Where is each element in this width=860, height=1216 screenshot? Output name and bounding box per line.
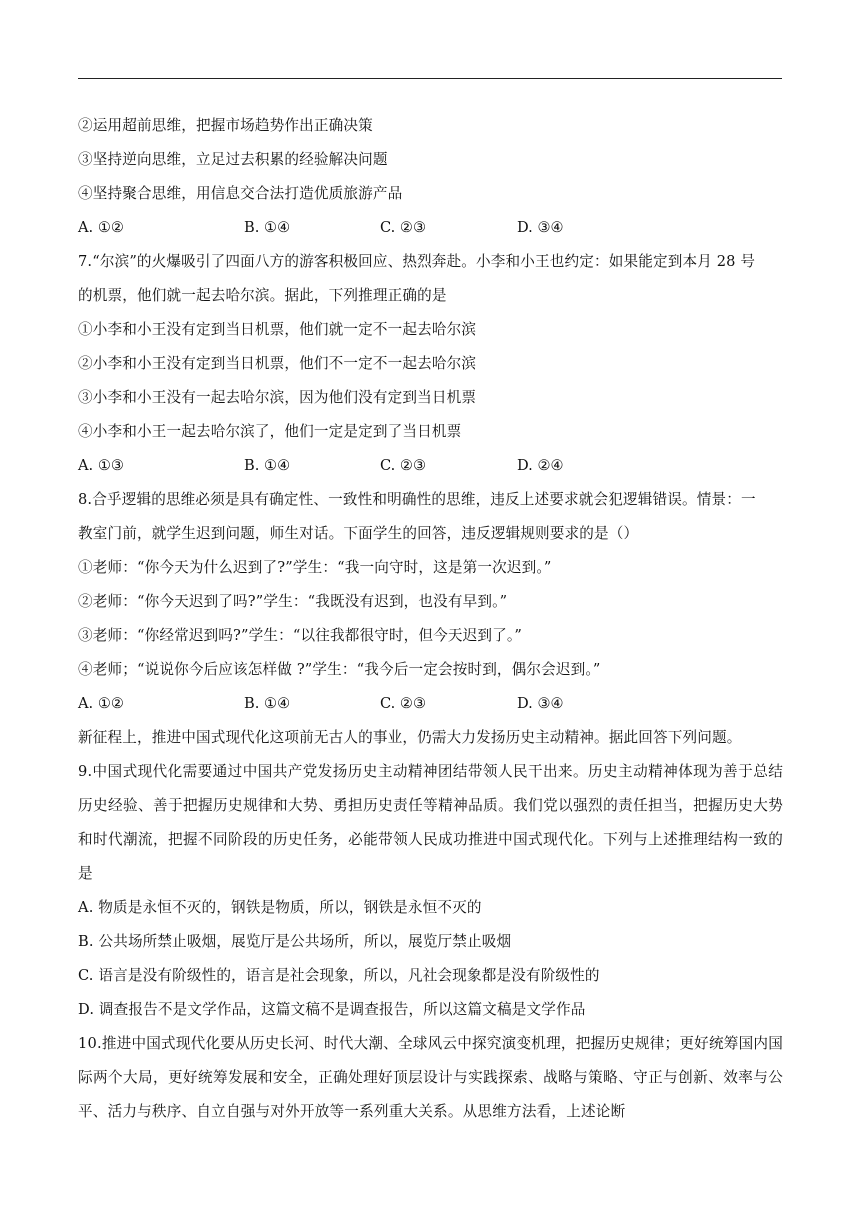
- q9-option-a: A. 物质是永恒不灭的，钢铁是物质，所以，钢铁是永恒不灭的: [78, 899, 482, 916]
- q7-option-d: D. ②④: [517, 457, 564, 474]
- q7-item-4: ④小李和小王一起去哈尔滨了，他们一定是定到了当日机票: [78, 423, 462, 440]
- q9-option-c: C. 语言是没有阶级性的，语言是社会现象，所以，凡社会现象都是没有阶级性的: [78, 967, 600, 984]
- q7-stem-line-2: 的机票，他们就一起去哈尔滨。据此，下列推理正确的是: [78, 287, 447, 304]
- q7-options: [78, 449, 783, 483]
- q6-option-d: D. ③④: [517, 219, 564, 236]
- q8-options: [78, 687, 783, 721]
- q6-option-a: A. ①②: [78, 219, 124, 236]
- q8-item-1: ①老师：“你今天为什么迟到了?”学生：“我一向守时，这是第一次迟到。”: [78, 559, 552, 576]
- q8-option-b: B. ①④: [244, 695, 291, 712]
- q6-options: [78, 211, 783, 245]
- q7-option-c: C. ②③: [380, 457, 427, 474]
- q9-option-d: D. 调查报告不是文学作品，这篇文稿不是调查报告，所以这篇文稿是文学作品: [78, 1001, 586, 1018]
- q8-option-a: A. ①②: [78, 695, 124, 712]
- q7-item-1: ①小李和小王没有定到当日机票，他们就一定不一起去哈尔滨: [78, 321, 477, 338]
- q7-stem-line-1: 7.“尔滨”的火爆吸引了四面八方的游客积极回应、热烈奔赴。小李和小王也约定：如果能定到本月 28 号: [78, 253, 756, 270]
- q7-item-3: ③小李和小王没有一起去哈尔滨，因为他们没有定到当日机票: [78, 389, 477, 406]
- q8-option-d: D. ③④: [517, 695, 564, 712]
- q10-stem: 10.推进中国式现代化要从历史长河、时代大潮、全球风云中探究演变机理，把握历史规律；更好统筹国内国际两个大局，更好统筹发展和安全，正确处理好顶层设计与实践探索、战略与策略、守正与创新、效率与公平、活力与秩序、自立自强与对外开放等一系列重大关系。从思维方法看，上述论断: [78, 1035, 783, 1120]
- section-intro: 新征程上，推进中国式现代化这项前无古人的事业，仍需大力发扬历史主动精神。据此回答下列问题。: [78, 729, 742, 746]
- q9-stem: 9.中国式现代化需要通过中国共产党发扬历史主动精神团结带领人民干出来。历史主动精神体现为善于总结历史经验、善于把握历史规律和大势、勇担历史责任等精神品质。我们党以强烈的责任担当，把握历史大势和时代潮流，把握不同阶段的历史任务，必能带领人民成功推进中国式现代化。下列与上述推理结构一致的是: [78, 763, 783, 882]
- header-rule: [78, 78, 782, 79]
- q9-option-b: B. 公共场所禁止吸烟，展览厅是公共场所，所以，展览厅禁止吸烟: [78, 933, 512, 950]
- q6-item-4: ④坚持聚合思维，用信息交合法打造优质旅游产品: [78, 185, 403, 202]
- q7-item-2: ②小李和小王没有定到当日机票，他们不一定不一起去哈尔滨: [78, 355, 477, 372]
- q6-item-2: ②运用超前思维，把握市场趋势作出正确决策: [78, 117, 373, 134]
- q8-option-c: C. ②③: [380, 695, 427, 712]
- q8-item-3: ③老师：“你经常迟到吗?”学生：“以往我都很守时，但今天迟到了。”: [78, 627, 522, 644]
- q8-item-2: ②老师：“你今天迟到了吗?”学生：“我既没有迟到，也没有早到。”: [78, 593, 508, 610]
- q7-option-b: B. ①④: [244, 457, 291, 474]
- q8-stem-line-2: 教室门前，就学生迟到问题，师生对话。下面学生的回答，违反逻辑规则要求的是（）: [78, 525, 639, 542]
- document-body: [78, 109, 783, 1129]
- q8-stem-line-1: 8.合乎逻辑的思维必须是具有确定性、一致性和明确性的思维，违反上述要求就会犯逻辑错误。情景：一: [78, 491, 756, 508]
- q8-item-4: ④老师；“说说你今后应该怎样做 ?”学生：“我今后一定会按时到，偶尔会迟到。”: [78, 661, 601, 678]
- q6-item-3: ③坚持逆向思维，立足过去积累的经验解决问题: [78, 151, 388, 168]
- q7-option-a: A. ①③: [78, 457, 124, 474]
- q6-option-b: B. ①④: [244, 219, 291, 236]
- q6-option-c: C. ②③: [380, 219, 427, 236]
